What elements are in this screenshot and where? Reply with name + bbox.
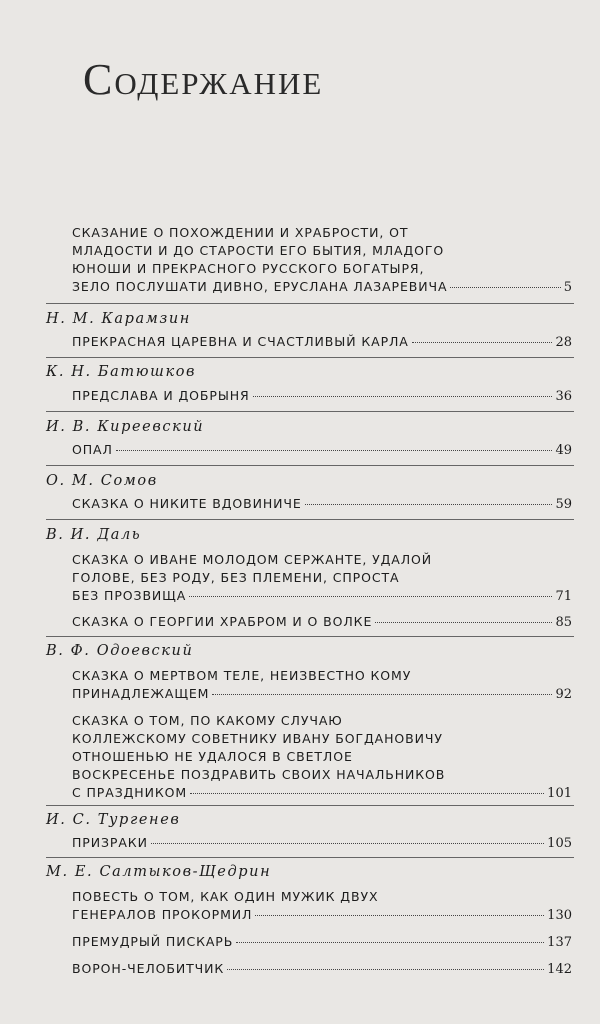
dot-leader: [375, 622, 552, 623]
section-divider: [46, 636, 574, 637]
toc-entry[interactable]: [72, 333, 572, 352]
author-name: В. И. Даль: [46, 527, 142, 543]
dot-leader: [116, 450, 553, 451]
toc-entry[interactable]: [72, 960, 572, 979]
entry-title-line: ОТНОШЕНЬЮ НЕ УДАЛОСЯ В СВЕТЛОЕ: [72, 749, 353, 764]
entry-title-line: ПРЕКРАСНАЯ ЦАРЕВНА И СЧАСТЛИВЫЙ КАРЛА: [72, 334, 409, 349]
page-number: 142: [547, 962, 572, 977]
author-name: О. М. Сомов: [46, 473, 158, 489]
page-number: 36: [555, 389, 572, 404]
page-number: 49: [555, 443, 572, 458]
dot-leader: [255, 915, 544, 916]
entry-title-line: ПРИЗРАКИ: [72, 835, 148, 850]
toc-entry[interactable]: [72, 712, 572, 803]
dot-leader: [305, 504, 553, 505]
author-name: Н. М. Карамзин: [46, 311, 191, 327]
dot-leader: [190, 793, 544, 794]
dot-leader: [151, 843, 544, 844]
entry-title-line: ВОРОН-ЧЕЛОБИТЧИК: [72, 961, 225, 976]
toc-entry[interactable]: [72, 933, 572, 952]
entry-title-line: ПРИНАДЛЕЖАЩЕМ: [72, 686, 210, 701]
toc-entry[interactable]: [72, 441, 572, 460]
page-number: 59: [555, 497, 572, 512]
page-number: 71: [555, 589, 572, 604]
toc-entry[interactable]: [72, 495, 572, 514]
author-name: И. В. Киреевский: [46, 419, 205, 435]
page-number: 5: [563, 280, 572, 295]
page-number: 28: [555, 335, 572, 350]
toc-entry[interactable]: [72, 613, 572, 632]
section-divider: [46, 357, 574, 358]
entry-title-line: ПРЕМУДРЫЙ ПИСКАРЬ: [72, 934, 234, 949]
dot-leader: [236, 942, 544, 943]
entry-title-line: СКАЗКА О ТОМ, ПО КАКОМУ СЛУЧАЮ: [72, 713, 343, 728]
page-number: 105: [547, 836, 572, 851]
section-divider: [46, 857, 574, 858]
entry-title-line: ЮНОШИ И ПРЕКРАСНОГО РУССКОГО БОГАТЫРЯ,: [72, 261, 425, 276]
toc-entry[interactable]: [72, 834, 572, 853]
toc-entry[interactable]: [72, 551, 572, 606]
entry-title-line: СКАЗАНИЕ О ПОХОЖДЕНИИ И ХРАБРОСТИ, ОТ: [72, 225, 409, 240]
dot-leader: [253, 396, 553, 397]
entry-title-line: СКАЗКА О МЕРТВОМ ТЕЛЕ, НЕИЗВЕСТНО КОМУ: [72, 668, 412, 683]
toc-entry[interactable]: [72, 888, 572, 925]
entry-title-line: ГЕНЕРАЛОВ ПРОКОРМИЛ: [72, 907, 253, 922]
page-number: 85: [555, 615, 572, 630]
entry-title-line: СКАЗКА О ИВАНЕ МОЛОДОМ СЕРЖАНТЕ, УДАЛОЙ: [72, 552, 433, 567]
toc-entry[interactable]: [72, 667, 572, 704]
section-divider: [46, 411, 574, 412]
page-number: 137: [547, 935, 572, 950]
toc-entry[interactable]: [72, 387, 572, 406]
entry-title-line: БЕЗ ПРОЗВИЩА: [72, 588, 187, 603]
section-divider: [46, 465, 574, 466]
toc-entry[interactable]: [72, 224, 572, 297]
entry-title-line: ВОСКРЕСЕНЬЕ ПОЗДРАВИТЬ СВОИХ НАЧАЛЬНИКОВ: [72, 767, 446, 782]
entry-title-line: ПРЕДСЛАВА И ДОБРЫНЯ: [72, 388, 250, 403]
dot-leader: [450, 287, 560, 288]
dot-leader: [412, 342, 553, 343]
dot-leader: [212, 694, 552, 695]
page-number: 101: [547, 786, 572, 801]
entry-title-line: ГОЛОВЕ, БЕЗ РОДУ, БЕЗ ПЛЕМЕНИ, СПРОСТА: [72, 570, 400, 585]
page-number: 130: [547, 908, 572, 923]
entry-title-line: ОПАЛ: [72, 442, 113, 457]
entry-title-line: СКАЗКА О НИКИТЕ ВДОВИНИЧЕ: [72, 496, 302, 511]
section-divider: [46, 303, 574, 304]
dot-leader: [227, 969, 544, 970]
section-divider: [46, 805, 574, 806]
entry-title-line: ЗЕЛО ПОСЛУШАТИ ДИВНО, ЕРУСЛАНА ЛАЗАРЕВИЧА: [72, 279, 448, 294]
entry-title-line: МЛАДОСТИ И ДО СТАРОСТИ ЕГО БЫТИЯ, МЛАДОГО: [72, 243, 445, 258]
author-name: И. С. Тургенев: [46, 812, 181, 828]
entry-title-line: КОЛЛЕЖСКОМУ СОВЕТНИКУ ИВАНУ БОГДАНОВИЧУ: [72, 731, 443, 746]
page-number: 92: [555, 687, 572, 702]
section-divider: [46, 519, 574, 520]
author-name: К. Н. Батюшков: [46, 364, 197, 380]
entry-title-line: С ПРАЗДНИКОМ: [72, 785, 188, 800]
author-name: М. Е. Салтыков-Щедрин: [46, 864, 272, 880]
entry-title-line: ПОВЕСТЬ О ТОМ, КАК ОДИН МУЖИК ДВУХ: [72, 889, 379, 904]
author-name: В. Ф. Одоевский: [46, 643, 194, 659]
dot-leader: [189, 596, 552, 597]
entry-title-line: СКАЗКА О ГЕОРГИИ ХРАБРОМ И О ВОЛКЕ: [72, 614, 373, 629]
page-title: Содержание: [83, 55, 324, 104]
